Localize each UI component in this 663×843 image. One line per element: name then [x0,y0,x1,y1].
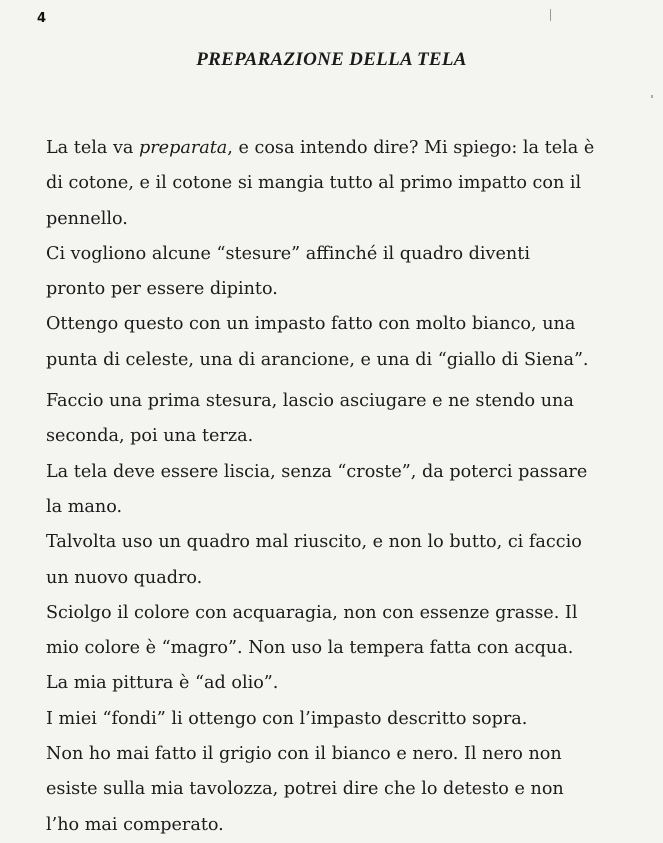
text-line: La mia pittura è “ad olio”. [46,673,279,694]
text-line: Sciolgo il colore con acquaragia, non con essenze grasse. Il [46,602,578,623]
text-line: la mano. [46,496,123,517]
text-line [46,131,646,166]
text-line: pronto per essere dipinto. [46,279,278,300]
text-line: mio colore è “magro”. Non uso la tempera fatta con acqua. [46,638,574,659]
text-line: Non ho mai fatto il grigio con il bianco e nero. Il nero non [46,744,562,765]
text-line: La tela deve essere liscia, senza “croste”, da poterci passare [46,461,588,482]
text-line: esiste sulla mia tavolozza, potrei dire che lo detesto e non [46,779,564,800]
scan-edge-mark [550,9,551,21]
text-line: I miei “fondi” li ottengo con l’impasto descritto sopra. [46,708,528,729]
text-line: Ottengo questo con un impasto fatto con molto bianco, una [46,314,576,335]
text-line: seconda, poi una terza. [46,426,254,447]
text-line: Ci vogliono alcune “stesure” affinché il quadro diventi [46,243,530,264]
body-text [46,131,646,843]
chapter-title: PREPARAZIONE DELLA TELA [196,49,467,70]
text-line: l’ho mai comperato. [46,814,224,835]
italic-word: preparata [138,138,228,158]
text-line: Talvolta uso un quadro mal riuscito, e non lo butto, ci faccio [46,532,582,553]
page-number: 4 [37,11,47,26]
text-line: pennello. [46,208,128,229]
text-line: di cotone, e il cotone si mangia tutto al primo impatto con il [46,173,582,194]
text-run: La tela va [46,138,139,158]
text-line: un nuovo quadro. [46,567,203,588]
text-line: Faccio una prima stesura, lascio asciugare e ne stendo una [46,391,574,412]
scan-dust-mark [651,95,653,98]
text-run: , e cosa intendo dire? Mi spiego: la tela è [227,138,595,158]
text-line: punta di celeste, una di arancione, e una di “giallo di Siena”. [46,349,589,370]
